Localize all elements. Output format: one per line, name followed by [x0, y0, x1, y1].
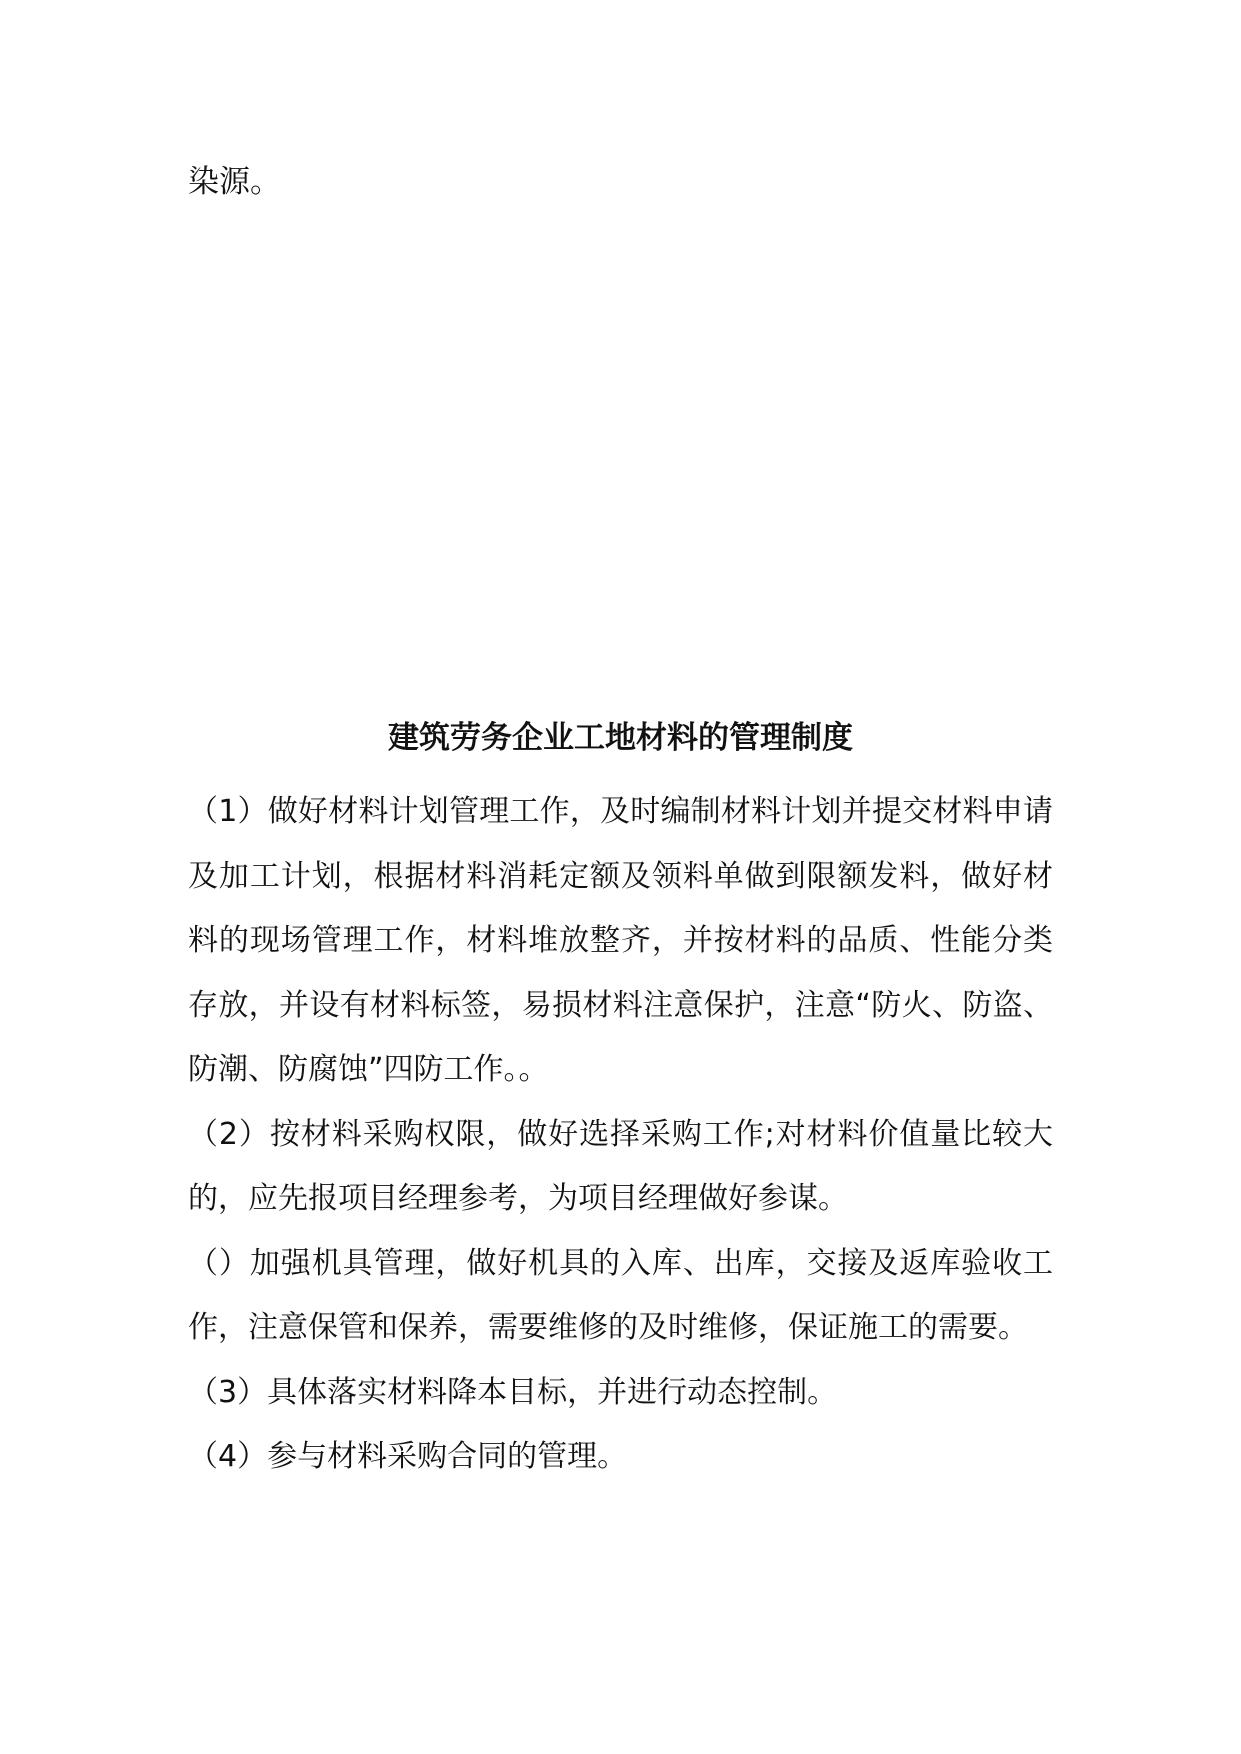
- document-title: 建筑劳务企业工地材料的管理制度: [388, 720, 853, 756]
- paragraph-item-3: （3）具体落实材料降本目标，并进行动态控制。: [188, 1374, 838, 1410]
- paragraph-item-unnumbered: （）加强机具管理，做好机具的入库、出库，交接及返库验收工作，注意保管和保养，需要维修的及时维修，保证施工的需要。: [188, 1245, 1053, 1345]
- paragraph-item-2: （2）按材料采购权限，做好选择采购工作;对材料价值量比较大的，应先报项目经理参考，为项目经理做好参谋。: [188, 1116, 1053, 1216]
- paragraph-item-1: （1）做好材料计划管理工作，及时编制材料计划并提交材料申请及加工计划，根据材料消耗定额及领料单做到限额发料，做好材料的现场管理工作，材料堆放整齐，并按材料的品质、性能分类存放，并设有材料标签，易损材料注意保护，注意“防火、防盗、防潮、防腐蚀”四防工作。。: [188, 794, 1053, 1087]
- paragraph-item-4: （4）参与材料采购合同的管理。: [188, 1439, 628, 1474]
- continued-text-fragment: 染源。: [188, 164, 281, 200]
- document-body: [188, 780, 1053, 1490]
